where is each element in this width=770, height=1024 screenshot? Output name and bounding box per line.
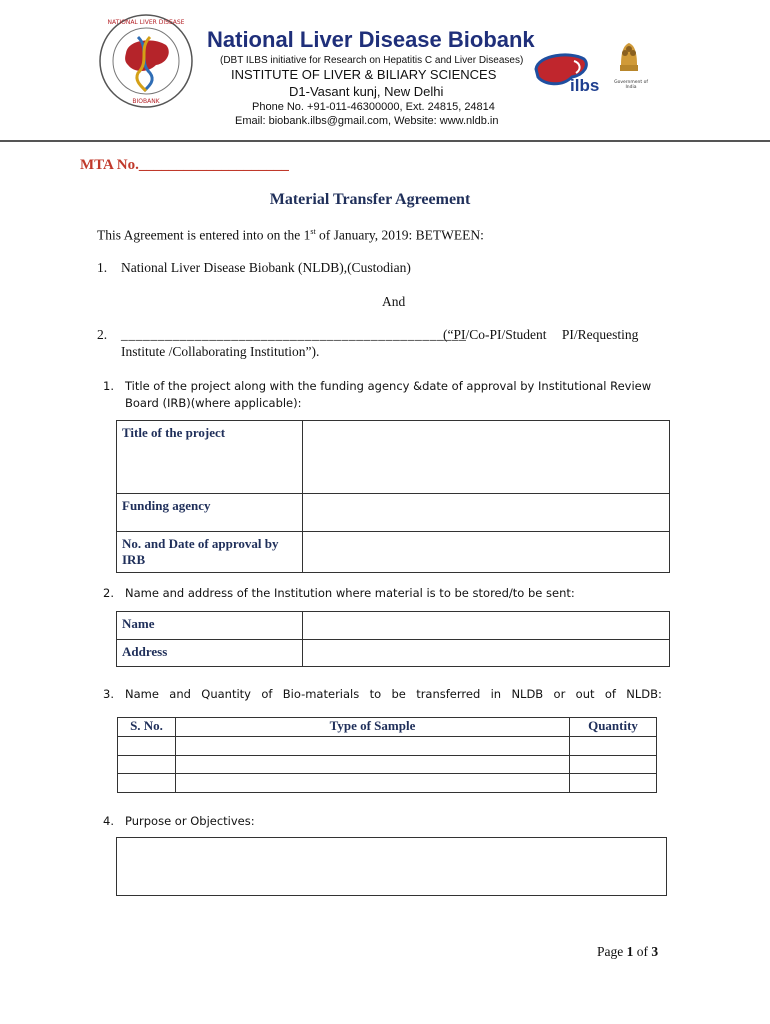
header-subtitle: (DBT ILBS initiative for Research on Hepatitis C and Liver Diseases)	[220, 55, 524, 66]
section1-line1: Title of the project along with the funding agency &date of approval by Institutional Review	[125, 379, 652, 393]
page-of: of	[636, 944, 648, 959]
ilbs-logo-text: ilbs	[570, 76, 600, 95]
sno-cell[interactable]	[118, 774, 176, 793]
section1-line2: Board (IRB)(where applicable):	[125, 396, 302, 410]
mta-number-field: MTA No.____________________	[80, 157, 289, 173]
party1-text: National Liver Disease Biobank (NLDB),(Custodian)	[121, 260, 411, 275]
section3-word: NLDB	[511, 687, 544, 701]
intro-before: This Agreement is entered into on the 1	[97, 227, 311, 243]
quantity-cell[interactable]	[570, 737, 657, 756]
section3-word: be	[391, 687, 406, 701]
sno-cell[interactable]	[118, 756, 176, 774]
svg-text:BIOBANK: BIOBANK	[132, 98, 160, 105]
section3-word: or	[553, 687, 566, 701]
intro-text	[97, 227, 484, 244]
section3-word: to	[369, 687, 382, 701]
institution-address-field[interactable]	[303, 640, 670, 667]
sno-cell[interactable]	[118, 737, 176, 756]
section3-word: NLDB:	[626, 687, 662, 701]
document-title: Material Transfer Agreement	[269, 191, 471, 208]
section3-word: and	[169, 687, 191, 701]
project-title-field[interactable]	[303, 421, 670, 494]
section2-number: 2.	[103, 586, 114, 600]
section3-number: 3.	[103, 687, 114, 701]
section4-text: Purpose or Objectives:	[125, 814, 255, 828]
page-current: 1	[626, 944, 634, 959]
page-total: 3	[651, 944, 659, 959]
sample-type-header: Type of Sample	[176, 718, 570, 737]
sample-type-cell[interactable]	[176, 737, 570, 756]
svg-text:NATIONAL LIVER DISEASE: NATIONAL LIVER DISEASE	[107, 19, 185, 26]
section3-word: of	[261, 687, 273, 701]
table-row	[118, 737, 657, 756]
header-email-web: Email: biobank.ilbs@gmail.com, Website: www.nldb.in	[235, 115, 499, 127]
party2-blank: _______________________________________________	[121, 327, 467, 342]
header-title: National Liver Disease Biobank	[207, 27, 535, 52]
project-info-table	[116, 420, 670, 573]
page-label: Page	[597, 944, 624, 959]
header-institute: INSTITUTE OF LIVER & BILIARY SCIENCES	[231, 67, 497, 82]
section3-word: transferred	[416, 687, 481, 701]
emblem-caption: Government of India	[614, 80, 648, 90]
header-phone: Phone No. +91-011-46300000, Ext. 24815, 24814	[252, 101, 495, 113]
section3-word: Quantity	[201, 687, 251, 701]
intro-after: of January, 2019: BETWEEN:	[315, 227, 484, 243]
sample-type-cell[interactable]	[176, 774, 570, 793]
national-emblem-icon	[614, 39, 644, 79]
institution-name-field[interactable]	[303, 612, 670, 640]
quantity-cell[interactable]	[570, 756, 657, 774]
section3-text	[125, 687, 662, 701]
section2-text: Name and address of the Institution where material is to be stored/to be sent:	[125, 586, 575, 600]
party2-number: 2.	[97, 327, 108, 342]
quantity-header: Quantity	[570, 718, 657, 737]
intro-sup: st	[310, 227, 316, 236]
funding-agency-label: Funding agency	[117, 494, 303, 532]
irb-approval-field[interactable]	[303, 532, 670, 573]
quantity-cell[interactable]	[570, 774, 657, 793]
institution-name-label: Name	[117, 612, 303, 640]
section3-word: out	[575, 687, 595, 701]
party1-number: 1.	[97, 260, 108, 275]
party2-role-continued: Institute /Collaborating Institution”).	[121, 344, 320, 359]
sample-type-cell[interactable]	[176, 756, 570, 774]
sno-header: S. No.	[118, 718, 176, 737]
institution-address-label: Address	[117, 640, 303, 667]
header-address: D1-Vasant kunj, New Delhi	[289, 84, 444, 99]
table-row	[118, 756, 657, 774]
project-title-label: Title of the project	[117, 421, 303, 494]
table-row	[118, 774, 657, 793]
funding-agency-field[interactable]	[303, 494, 670, 532]
header-rule	[0, 140, 770, 142]
section3-word: Name	[125, 687, 159, 701]
section3-word: Bio-materials	[282, 687, 360, 701]
section4-number: 4.	[103, 814, 114, 828]
section1-number: 1.	[103, 379, 114, 393]
biomaterials-table	[117, 717, 657, 793]
purpose-objectives-field[interactable]	[116, 837, 667, 896]
nldb-logo	[98, 13, 194, 109]
section3-word: of	[604, 687, 616, 701]
page-number	[597, 944, 658, 960]
institution-table	[116, 611, 670, 667]
section3-word: in	[490, 687, 502, 701]
and-text: And	[382, 294, 406, 309]
irb-approval-label: No. and Date of approval by IRB	[117, 532, 303, 573]
party2-role: (“PI/Co-PI/Student PI/Requesting	[443, 327, 639, 342]
